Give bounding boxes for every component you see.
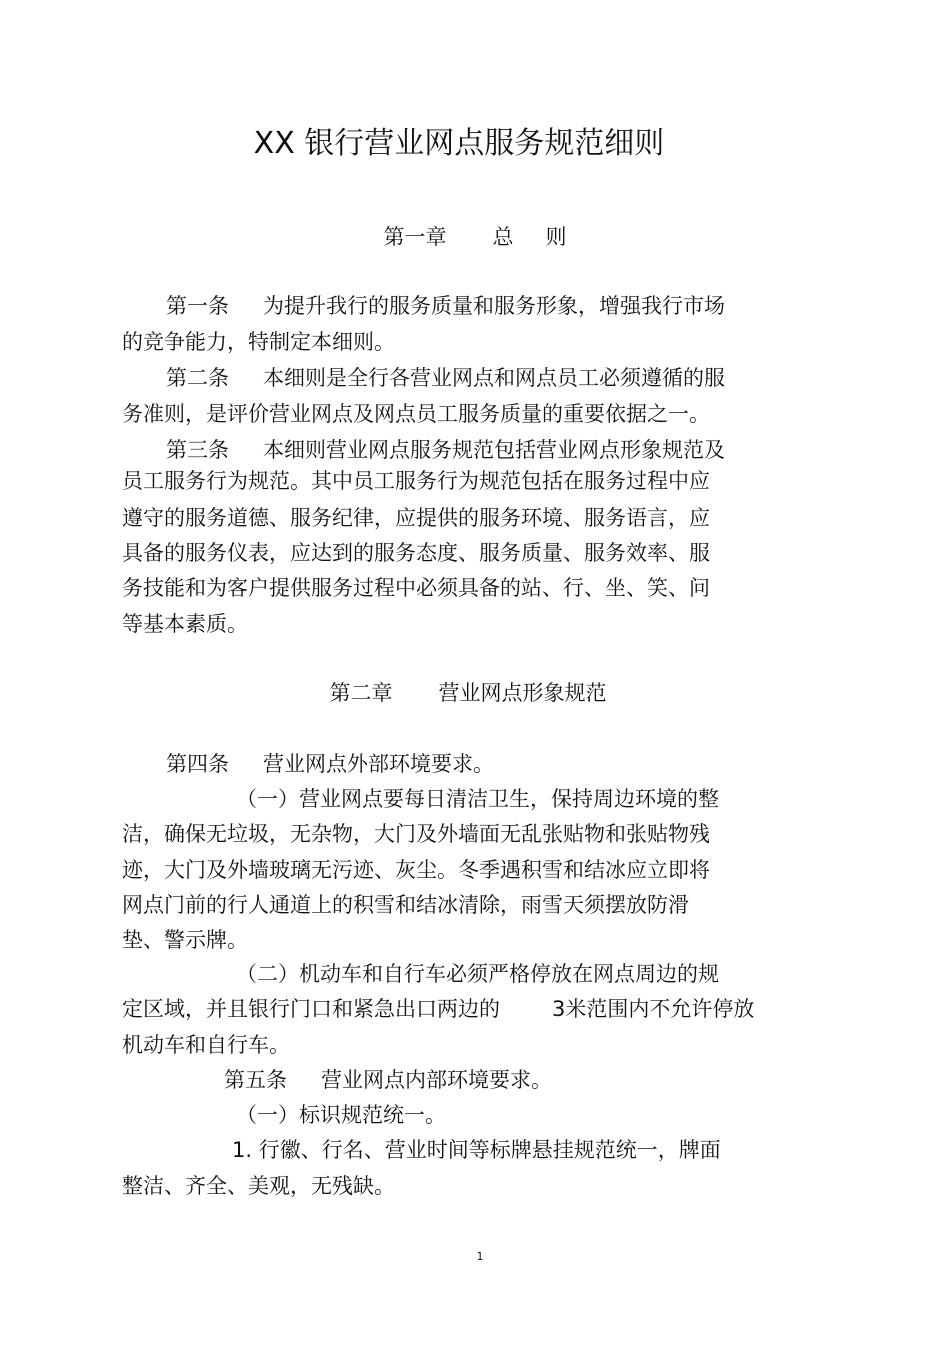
article-line: 员工服务行为规范。其中员工服务行为规范包括在服务过程中应 xyxy=(122,469,710,493)
page-number: 1 xyxy=(476,1250,484,1263)
document-title: XX 银行营业网点服务规范细则 xyxy=(253,126,665,161)
article-line: 垫、警示牌。 xyxy=(122,928,248,952)
article-line xyxy=(166,291,725,321)
article-line: 网点门前的行人通道上的积雪和结冰清除，雨雪天须摆放防滑 xyxy=(122,893,689,917)
article-text: 定区域，并且银行门口和紧急出口两边的 xyxy=(122,997,500,1021)
article-text: 营业网点外部环境要求。 xyxy=(263,752,494,776)
article-line xyxy=(232,1135,721,1165)
article-line: 洁，确保无垃圾，无杂物，大门及外墙面无乱张贴物和张贴物残 xyxy=(122,822,710,846)
article-label: 第三条 xyxy=(166,438,229,462)
article-line: （一）营业网点要每日清洁卫生，保持周边环境的整 xyxy=(236,787,719,811)
list-number: 1. xyxy=(232,1138,253,1162)
article-line xyxy=(224,1065,552,1095)
article-label: 第二条 xyxy=(166,366,229,390)
article-line: 迹，大门及外墙玻璃无污迹、灰尘。冬季遇积雪和结冰应立即将 xyxy=(122,858,710,882)
article-line: 机动车和自行车。 xyxy=(122,1033,290,1057)
article-line: 具备的服务仪表，应达到的服务态度、服务质量、服务效率、服 xyxy=(122,541,710,565)
chapter-title: 营业网点形象规范 xyxy=(438,681,607,705)
article-line: （一）标识规范统一。 xyxy=(236,1103,446,1127)
article-label: 第一条 xyxy=(166,294,229,318)
article-text: 行徽、行名、营业时间等标牌悬挂规范统一，牌面 xyxy=(258,1138,721,1162)
article-line: 遵守的服务道德、服务纪律，应提供的服务环境、服务语言，应 xyxy=(122,506,710,530)
article-text: 为提升我行的服务质量和服务形象，增强我行市场 xyxy=(263,294,725,318)
article-line: 务准则，是评价营业网点及网点员工服务质量的重要依据之一。 xyxy=(122,402,710,426)
chapter-heading xyxy=(0,678,936,708)
article-line xyxy=(166,363,725,393)
article-text: 营业网点内部环境要求。 xyxy=(321,1068,552,1092)
article-text: 本细则营业网点服务规范包括营业网点形象规范及 xyxy=(263,438,725,462)
article-line: 的竞争能力，特制定本细则。 xyxy=(122,330,395,354)
article-text: 本细则是全行各营业网点和网点员工必须遵循的服 xyxy=(263,366,725,390)
chapter-heading xyxy=(0,222,950,252)
chapter-title-part: 总 xyxy=(492,225,514,249)
article-line: （二）机动车和自行车必须严格停放在网点周边的规 xyxy=(236,962,719,986)
article-line xyxy=(166,749,494,779)
article-label: 第四条 xyxy=(166,752,229,776)
article-line: 整洁、齐全、美观，无残缺。 xyxy=(122,1174,395,1198)
article-label: 第五条 xyxy=(224,1068,287,1092)
chapter-label: 第一章 xyxy=(383,225,447,249)
article-text: 3米范围内不允许停放 xyxy=(552,997,755,1021)
article-line: 等基本素质。 xyxy=(122,612,248,636)
article-line xyxy=(122,994,754,1024)
article-line xyxy=(166,435,725,465)
article-line: 务技能和为客户提供服务过程中必须具备的站、行、坐、笑、问 xyxy=(122,576,710,600)
chapter-label: 第二章 xyxy=(329,681,393,705)
chapter-title-part: 则 xyxy=(545,225,567,249)
